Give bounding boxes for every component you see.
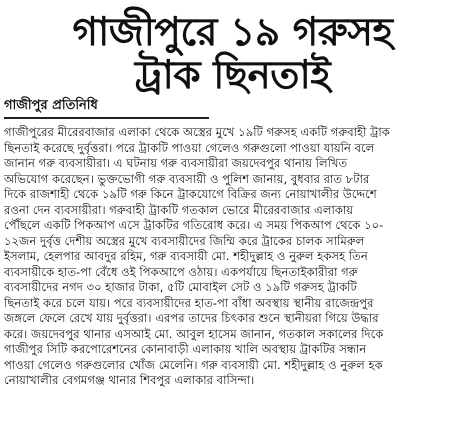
body-line: ব্যবসায়ীকে হাত-পা বেঁধে ওই পিকআপে ওঠায়। একপর্যায়ে ছিনতাইকারীরা গরু: [4, 264, 358, 279]
body-line: ইসলাম, হেলপার আবদুর রহিম, গরু ব্যবসায়ী মো. শহীদুল্লাহ ও নুরুল হকসহ তিন: [4, 249, 368, 263]
body-line: করে। জয়দেবপুর থানার এসআই মো. আবুল হাসেম জানান, গতকাল সকালের দিকে: [4, 326, 384, 341]
article-body: [4, 125, 461, 389]
body-line: ব্যবসায়ীদের নগদ ৩০ হাজার টাকা, ৫টি মোবাইল সেট ও ১৯টি গরুসহ ট্রাকটি: [4, 280, 357, 294]
body-line: ছিনতাই করে চলে যায়। পরে ব্যবসায়ীদের হাত-পা বাঁধা অবস্থায় স্থানীয় রাজেন্দ্রপুর: [4, 295, 374, 310]
body-line: গাজীপুর সিটি করপোরেশনের কোনাবাড়ী এলাকায় খালি অবস্থায় ট্রাকটির সন্ধান: [4, 342, 367, 356]
body-line: অভিযোগ করেছেন। ভুক্তভোগী গরু ব্যবসায়ী ও পুলিশ জানায়, বুধবার রাত ৮টার: [4, 171, 370, 186]
body-line: দিকে রাজশাহী থেকে ১৯টি গরু কিনে ট্রাকযোগে বিক্রির জন্য নোয়াখালীর উদ্দেশে: [4, 187, 377, 201]
headline-line-1: গাজীপুরে ১৯ গরুসহ: [72, 9, 393, 55]
body-line: ছিনতাই করেছে দুর্বৃত্তরা। পরে ট্রাকটি পাওয়া গেলেও গরুগুলো পাওয়া যায়নি বলে: [4, 140, 375, 155]
body-line: রওনা দেন ব্যবসায়ীরা। গরুবাহী ট্রাকটি গতকাল ভোরে মীরেরবাজার এলাকায়: [4, 202, 354, 217]
byline-rule: [4, 117, 209, 119]
body-line: ১২জন দুর্বৃত্ত দেশীয় অস্ত্রের মুখে ব্যবসায়ীদের জিম্মি করে ট্রাকের চালক সামিরুল: [4, 233, 365, 248]
body-line: পাওয়া গেলেও গরুগুলোর খোঁজ মেলেনি। গরু ব্যবসায়ী মো. শহীদুল্লাহ ও নুরুল হক: [4, 357, 383, 372]
body-line: গাজীপুরের মীরেরবাজার এলাকা থেকে অস্ত্রের মুখে ১৯টি গরুসহ একটি গরুবাহী ট্রাক: [4, 125, 390, 139]
headline-line-2: ট্রাক ছিনতাই: [134, 52, 331, 98]
body-line: জানান গরু ব্যবসায়ীরা। এ ঘটনায় গরু ব্যবসায়ীরা জয়দেবপুর থানায় লিখিত: [4, 156, 348, 170]
byline: গাজীপুর প্রতিনিধি: [4, 98, 98, 113]
body-line: নোয়াখালীর বেগমগঞ্জ থানার শিবপুর এলাকার বাসিন্দা।: [4, 373, 255, 387]
body-line: জঙ্গলে ফেলে রেখে যায় দুর্বৃত্তরা। এরপর তাদের চিৎকার শুনে স্থানীয়রা গিয়ে উদ্ধার: [4, 311, 379, 325]
body-line: পৌঁছলে একটি পিকআপ এসে ট্রাকটির গতিরোধ করে। এ সময় পিকআপ থেকে ১০-: [4, 218, 384, 232]
